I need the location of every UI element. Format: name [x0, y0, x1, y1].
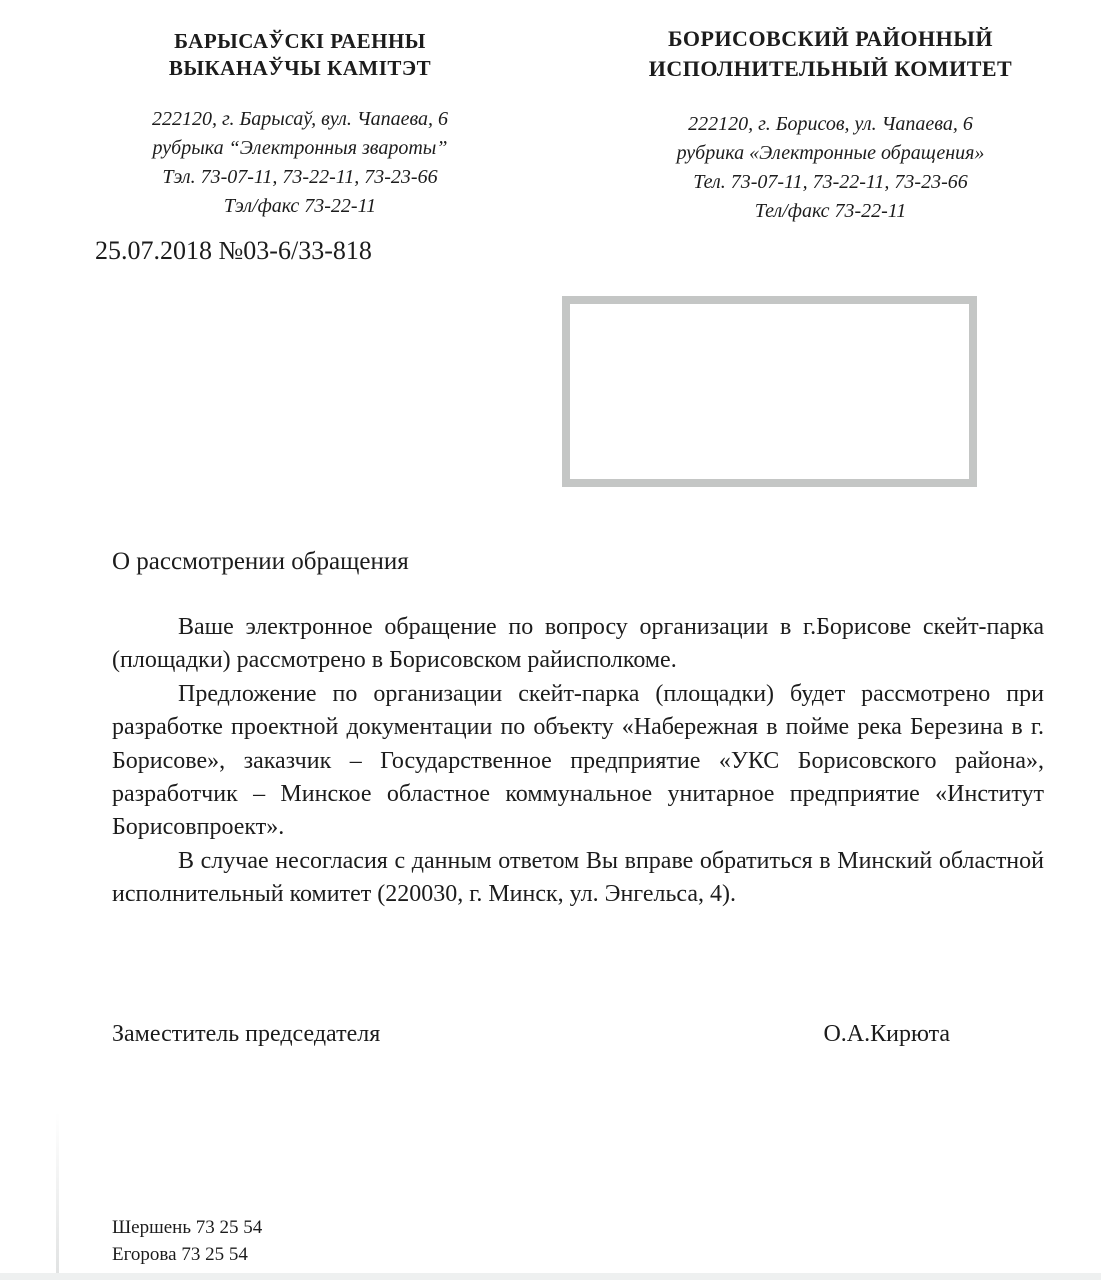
- contact-line-2: Егорова 73 25 54: [112, 1244, 248, 1265]
- signer-title: Заместитель председателя: [112, 1021, 381, 1047]
- fax-line-by: Тэл/факс 73-22-11: [223, 195, 377, 217]
- subject-line: О рассмотрении обращения: [112, 548, 409, 575]
- letter-body: [112, 611, 1044, 912]
- contact-line-1: Шершень 73 25 54: [112, 1217, 263, 1238]
- letterhead-left: [85, 28, 515, 221]
- signer-name: О.А.Кирюта: [823, 1021, 950, 1047]
- org-name-line2-by: ВЫКАНАЎЧЫ КАМІТЭТ: [168, 56, 432, 80]
- phones-line-by: Тэл. 73-07-11, 73-22-11, 73-23-66: [162, 166, 438, 188]
- letterhead-left-details: [85, 105, 515, 221]
- org-name-line1-ru: БОРИСОВСКИЙ РАЙОННЫЙ: [668, 26, 993, 51]
- letterhead-right: [598, 24, 1063, 226]
- scan-bottom-bar: [0, 1273, 1101, 1280]
- address-line-by: 222120, г. Барысаў, вул. Чапаева, 6: [151, 108, 449, 130]
- date-reference-number: 25.07.2018 №03-6/33-818: [95, 236, 372, 265]
- rubric-line-ru: рубрика «Электронные обращения»: [676, 142, 985, 164]
- paragraph-2: Предложение по организации скейт-парка (площадки) будет рассмотрено при разработке проектной документации по объекту «Набережная в пойме река Березина в г. Борисове», заказчик – Государственное предприятие «УКС Борисовского района», разработчик – Минское областное коммунальное унитарное предприятие «Институт Борисовпроект».: [112, 680, 1044, 841]
- address-line-ru: 222120, г. Борисов, ул. Чапаева, 6: [688, 113, 973, 135]
- fax-line-ru: Тел/факс 73-22-11: [754, 200, 907, 222]
- redacted-recipient-box: [562, 296, 977, 487]
- rubric-line-by: рубрыка “Электронныя звароты”: [152, 137, 448, 159]
- org-name-line1-by: БАРЫСАЎСКІ РАЕННЫ: [174, 29, 426, 53]
- paragraph-3: В случае несогласия с данным ответом Вы вправе обратиться в Минский областной исполнительный комитет (220030, г. Минск, ул. Энгельса, 4).: [112, 847, 1044, 908]
- org-name-line2-ru: ИСПОЛНИТЕЛЬНЫЙ КОМИТЕТ: [648, 56, 1013, 81]
- paragraph-1: Ваше электронное обращение по вопросу организации в г.Борисове скейт-парка (площадки) рассмотрено в Борисовском райисполкоме.: [112, 614, 1044, 674]
- letterhead-right-details: [598, 110, 1063, 226]
- executor-contacts: [112, 1214, 262, 1268]
- signature-row: [112, 1021, 1044, 1048]
- phones-line-ru: Тел. 73-07-11, 73-22-11, 73-23-66: [693, 171, 968, 193]
- scan-edge-shadow: [56, 1112, 59, 1280]
